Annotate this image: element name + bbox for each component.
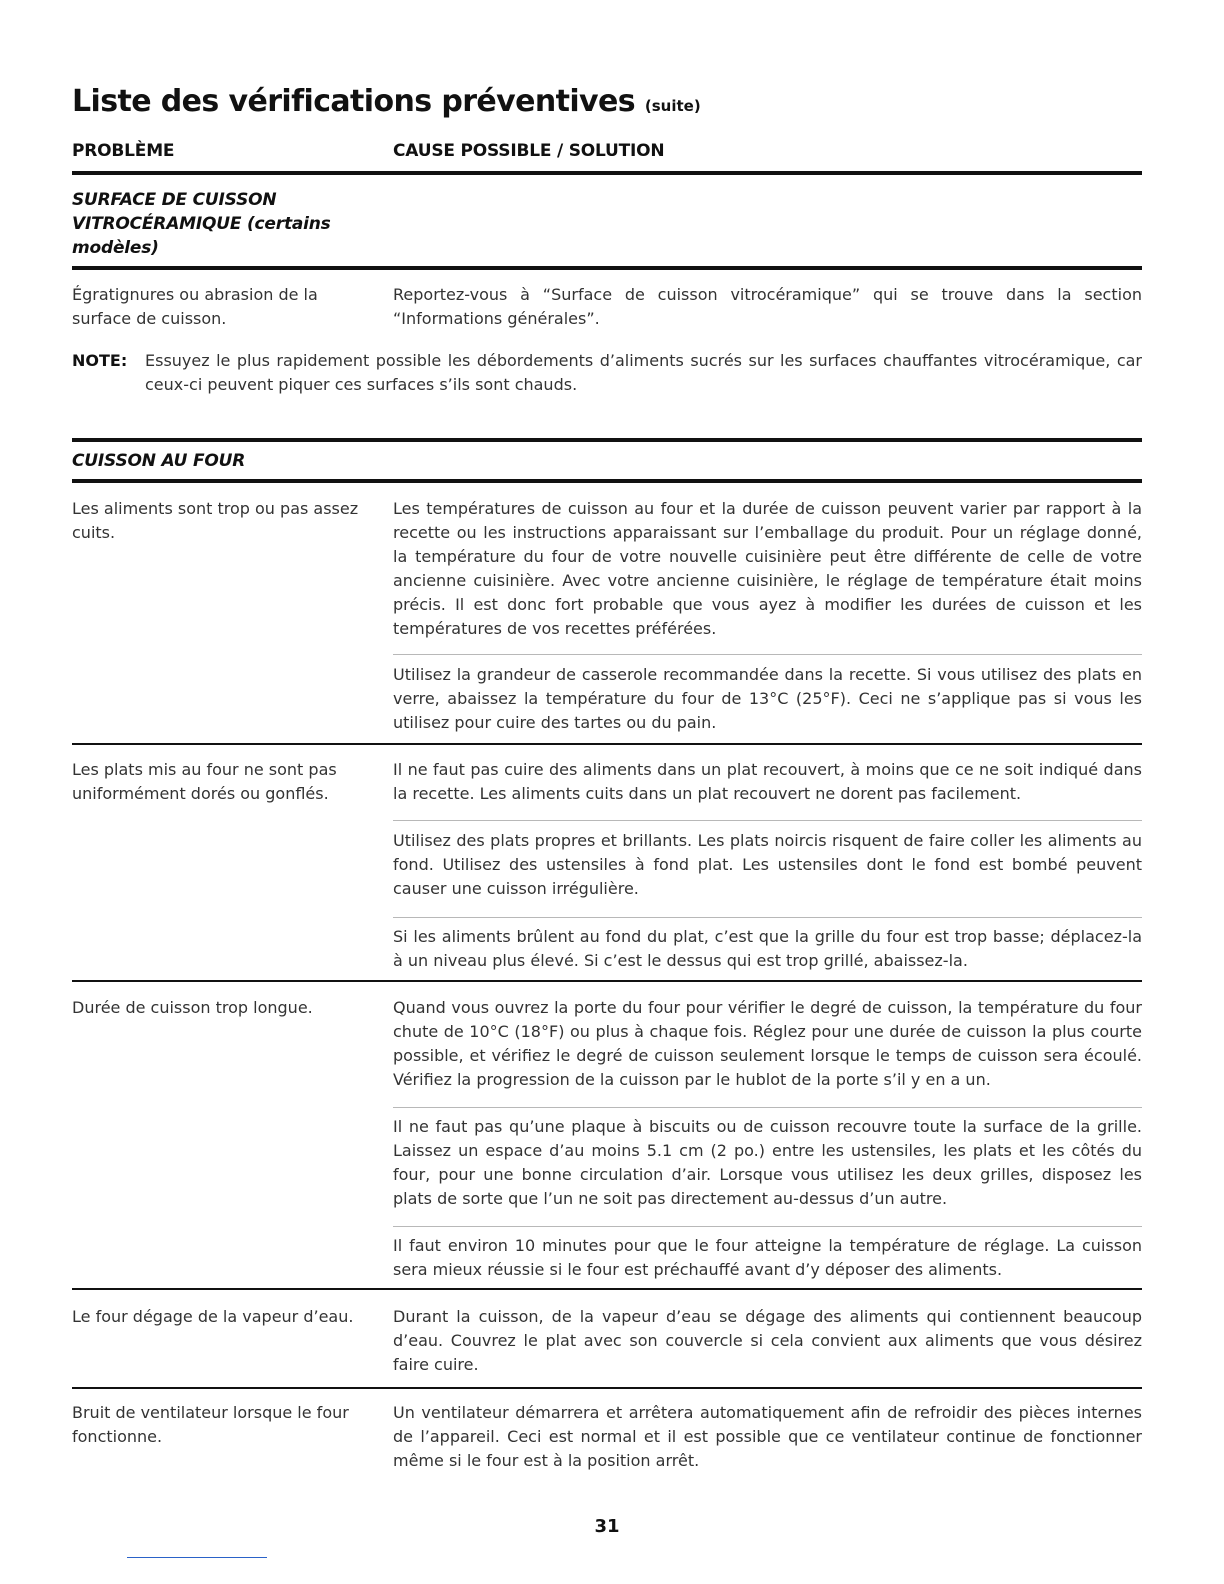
solution-text: Il ne faut pas cuire des aliments dans un plat recouvert, à moins que ce ne soit indiqué dans la recette. Les aliments cuits dans un plat recouvert ne dorent pas facilement. [393,760,1142,803]
section-heading-oven: CUISSON AU FOUR [72,451,246,471]
problem-text: Bruit de ventilateur lorsque le four fonctionne. [72,1403,349,1446]
column-header-solution: CAUSE POSSIBLE / SOLUTION [393,141,665,161]
title-suffix: (suite) [644,97,701,115]
problem-text: Durée de cuisson trop longue. [72,998,313,1017]
section-heading-vitroceramic: SURFACE DE CUISSON VITROCÉRAMIQUE (certains modèles) [72,190,331,258]
solution-text: Il faut environ 10 minutes pour que le four atteigne la température de réglage. La cuisson sera mieux réussie si le four est préchauffé avant d’y déposer des aliments. [393,1236,1142,1279]
section-divider [72,266,1142,270]
problem-text: Le four dégage de la vapeur d’eau. [72,1307,354,1326]
problem-text: Les plats mis au four ne sont pas uniformément dorés ou gonflés. [72,760,337,803]
row-divider [72,980,1142,982]
row-divider [72,743,1142,745]
page-number: 31 [594,1516,620,1537]
solution-text: Utilisez la grandeur de casserole recommandée dans la recette. Si vous utilisez des plats en verre, abaissez la température du four de 13°C (25°F). Ceci ne s’applique pas si vous les utilisez pour cuire des tartes ou du pain. [393,665,1142,732]
row-divider [72,1387,1142,1389]
solution-text: Quand vous ouvrez la porte du four pour vérifier le degré de cuisson, la température du four chute de 10°C (18°F) ou plus à chaque fois. Réglez pour une durée de cuisson la plus courte possible, et vérifiez le degré de cuisson seulement lorsque le temps de cuisson sera écoulé. Vérifiez la progression de la cuisson par le hublot de la porte s’il y en a un. [393,998,1142,1089]
section-divider [72,438,1142,442]
solution-text: Si les aliments brûlent au fond du plat, c’est que la grille du four est trop basse; déplacez-la à un niveau plus élevé. Si c’est le dessus qui est trop grillé, abaissez-la. [393,927,1142,970]
header-divider [72,171,1142,175]
solution-text: Un ventilateur démarrera et arrêtera automatiquement afin de refroidir des pièces internes de l’appareil. Ceci est normal et il est possible que ce ventilateur continue de fonctionner même si le four est à la position arrêt. [393,1403,1142,1470]
solution-text: Utilisez des plats propres et brillants. Les plats noircis risquent de faire coller les aliments au fond. Utilisez des ustensiles à fond plat. Les ustensiles dont le fond est bombé peuvent causer une cuisson irrégulière. [393,831,1142,898]
solution-text: Il ne faut pas qu’une plaque à biscuits ou de cuisson recouvre toute la surface de la grille. Laissez un espace d’au moins 5.1 cm (2 po.) entre les ustensiles, les plats et les côtés du four, pour une bonne circulation d’air. Lorsque vous utilisez les deux grilles, disposez les plats de sorte que l’un ne soit pas directement au-dessus d’un autre. [393,1117,1142,1208]
note-label: NOTE: [72,351,128,370]
solution-text: Les températures de cuisson au four et la durée de cuisson peuvent varier par rapport à la recette ou les instructions apparaissant sur l’emballage du produit. Pour un réglage donné, la température du four de votre nouvelle cuisinière peut être différente de celle de votre ancienne cuisinière. Avec votre ancienne cuisinière, le réglage de température était moins précis. Il est donc fort probable que vous ayez à modifier les durées de cuisson et les températures de vos recettes préférées. [393,499,1142,638]
section-divider [72,479,1142,483]
footer-link-underline [127,1557,267,1558]
problem-text: Les aliments sont trop ou pas assez cuits. [72,499,359,542]
solution-divider [393,1226,1142,1227]
problem-text: Égratignures ou abrasion de la surface de cuisson. [72,285,318,328]
column-header-problem: PROBLÈME [72,141,175,161]
solution-text: Durant la cuisson, de la vapeur d’eau se dégage des aliments qui contiennent beaucoup d’eau. Couvrez le plat avec son couvercle si cela convient aux aliments que vous désirez faire cuire. [393,1307,1142,1374]
page-title: Liste des vérifications préventives (suite) [72,84,701,119]
note-text: Essuyez le plus rapidement possible les débordements d’aliments sucrés sur les surfaces chauffantes vitrocéramique, car ceux-ci peuvent piquer ces surfaces s’ils sont chauds. [145,351,1142,394]
solution-divider [393,917,1142,918]
solution-text: Reportez-vous à “Surface de cuisson vitrocéramique” qui se trouve dans la section “Informations générales”. [393,285,1142,328]
solution-divider [393,1107,1142,1108]
solution-divider [393,820,1142,821]
solution-divider [393,654,1142,655]
row-divider [72,1288,1142,1290]
